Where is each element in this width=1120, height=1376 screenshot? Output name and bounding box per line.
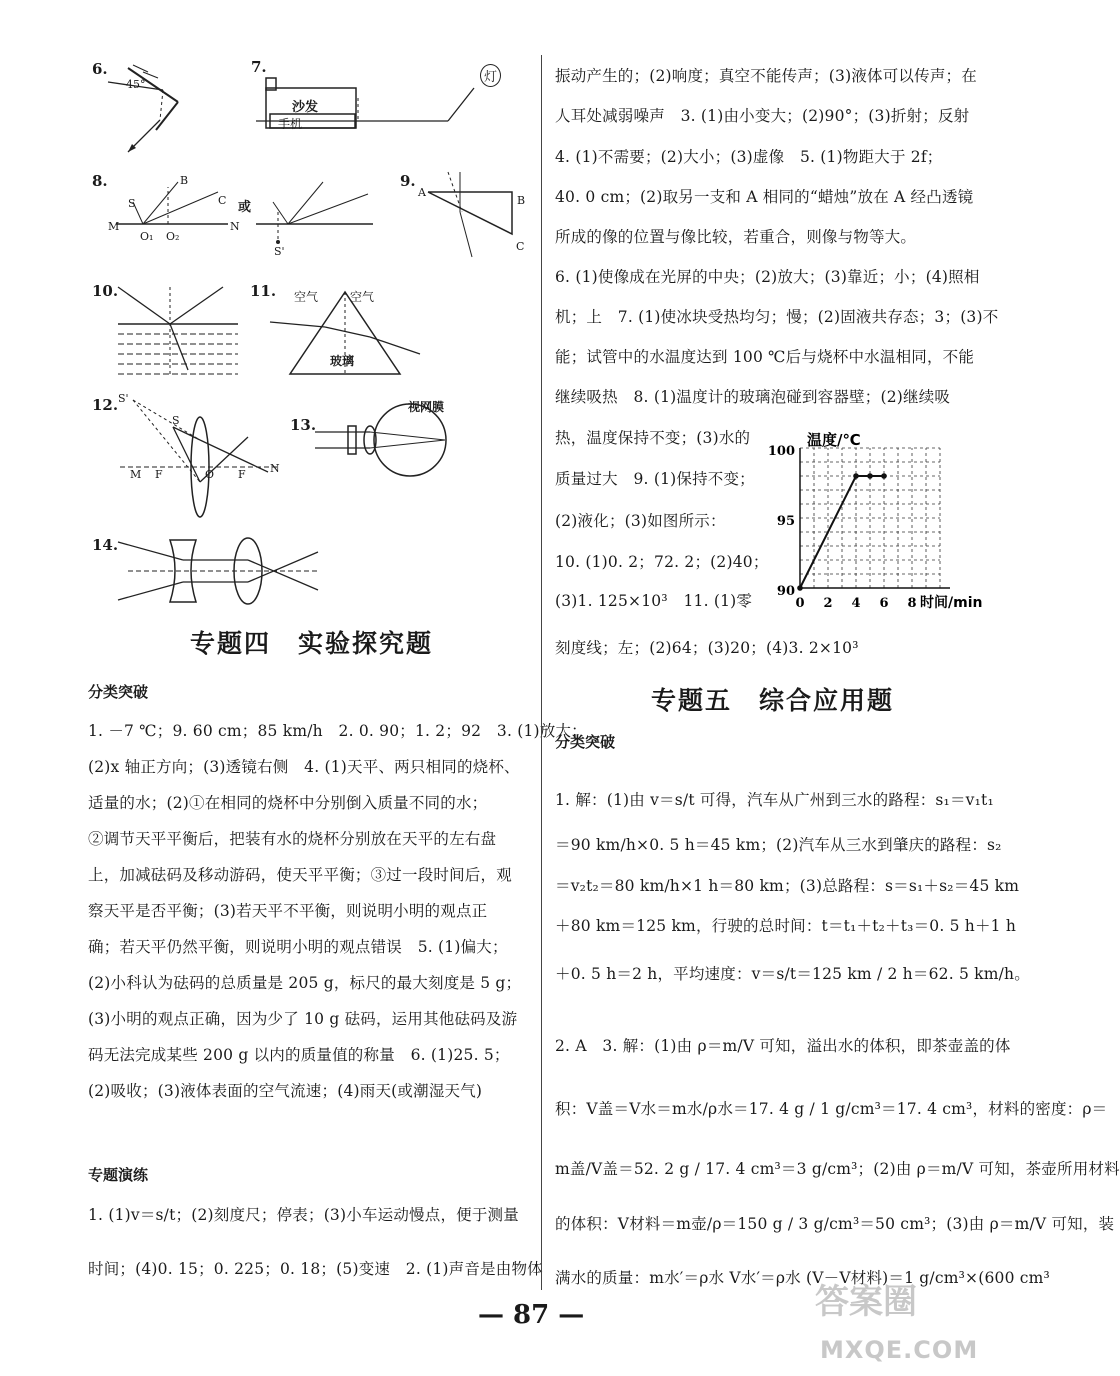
graph-xtick: 0 — [795, 596, 805, 611]
text-line: ②调节天平平衡后，把装有水的烧杯分别放在天平的左右盘 — [88, 830, 497, 848]
graph-grid — [800, 448, 940, 588]
text-line: (3)小明的观点正确，因为少了 10 g 砝码，运用其他砝码及游 — [88, 1010, 518, 1028]
text-line: 能；试管中的水温度达到 100 ℃后与烧杯中水温相同，不能 — [555, 348, 975, 366]
figure-9-diagram — [400, 172, 530, 257]
figure-6 — [88, 60, 208, 155]
figure-8 — [88, 172, 388, 262]
figure-13 — [290, 392, 520, 492]
label-o1: O₁ — [140, 230, 154, 243]
text-line: 继续吸热 8. (1)温度计的玻璃泡碰到容器壁；(2)继续吸 — [555, 388, 951, 406]
text-line: 确；若天平仍然平衡，则说明小明的观点错误 5. (1)偏大； — [88, 938, 508, 956]
retina-label: 视网膜 — [408, 400, 445, 414]
right-column — [555, 55, 1120, 1305]
figure-9 — [400, 172, 530, 257]
watermark-logo: 答案圈 — [815, 1282, 917, 1322]
figure-number: 13. — [290, 416, 317, 434]
text-line: 时间；(4)0. 15；0. 225；0. 18；(5)变速 2. (1)声音是由物体 — [88, 1260, 543, 1278]
graph-xtick: 4 — [851, 596, 861, 611]
figure-number: 14. — [92, 536, 119, 554]
text-line: (2)小科认为砝码的总质量是 205 g，标尺的最大刻度是 5 g； — [88, 974, 522, 992]
figure-12 — [88, 392, 288, 522]
figure-number: 10. — [92, 282, 119, 300]
graph-xlabel: 时间/min — [920, 595, 983, 611]
text-line: ＋80 km＝125 km，行驶的总时间：t＝t₁＋t₂＋t₃＝0. 5 h＋1 h — [555, 917, 1017, 935]
label-f1: F — [155, 468, 163, 481]
label-n: N — [270, 462, 280, 475]
air-label-2: 空气 — [350, 290, 375, 304]
figure-10 — [88, 282, 248, 382]
text-line: (3)1. 125×10³ 11. (1)零 — [555, 592, 753, 610]
text-line: 满水的质量：m水′＝ρ水 V水′＝ρ水 (V－V材料)＝1 g/cm³×(600 cm³ — [555, 1269, 1050, 1287]
subhead-practice: 专题演练 — [88, 1166, 149, 1184]
figure-7-diagram — [248, 58, 428, 153]
text-line: 热，温度保持不变；(3)水的 — [555, 429, 751, 447]
left-column — [88, 0, 587, 1300]
figure-14-diagram — [88, 532, 328, 612]
label-o: O — [205, 468, 215, 481]
graph-ytick: 90 — [776, 584, 795, 599]
text-line: 人耳处减弱噪声 3. (1)由小变大；(2)90°；(3)折射；反射 — [555, 107, 970, 125]
figure-number: 12. — [92, 396, 119, 414]
text-line: 码无法完成某些 200 g 以内的质量值的称量 6. (1)25. 5； — [88, 1046, 510, 1064]
data-point — [797, 585, 803, 591]
text-line: 4. (1)不需要；(2)大小；(3)虚像 5. (1)物距大于 2f； — [555, 148, 943, 166]
figure-number: 8. — [92, 172, 108, 190]
text-line: 上，加减砝码及移动游码，使天平平衡；③过一段时间后，观 — [88, 866, 512, 884]
label-m: M — [108, 220, 120, 233]
graph-xtick: 8 — [907, 596, 917, 611]
air-label-1: 空气 — [294, 290, 319, 304]
graph-ylabel: 温度/℃ — [807, 431, 861, 449]
text-line: 1. 解：(1)由 v＝s/t 可得，汽车从广州到三水的路程：s₁＝v₁t₁ — [555, 791, 994, 809]
section-title-5: 专题五 综合应用题 — [651, 686, 895, 715]
text-line: (2)液化；(3)如图所示： — [555, 512, 726, 530]
figure-number: 6. — [92, 60, 108, 78]
figure-13-diagram — [290, 392, 520, 492]
subhead-categorized: 分类突破 — [555, 733, 616, 751]
data-point — [881, 473, 887, 479]
sofa-label: 沙发 — [292, 100, 319, 115]
text-line: (2)x 轴正方向；(3)透镜右侧 4. (1)天平、两只相同的烧杯、 — [88, 758, 520, 776]
graph-xtick: 6 — [879, 596, 889, 611]
figure-14 — [88, 532, 328, 612]
angle-label: 45° — [126, 78, 146, 91]
text-line: 察天平是否平衡；(3)若天平不平衡，则说明小明的观点正 — [88, 902, 488, 920]
text-line: 质量过大 9. (1)保持不变； — [555, 470, 755, 488]
figure-number: 11. — [250, 282, 277, 300]
text-line: 6. (1)使像成在光屏的中央；(2)放大；(3)靠近；小；(4)照相 — [555, 268, 980, 286]
data-point — [853, 473, 859, 479]
label-b: B — [180, 174, 189, 187]
label-s-prime: S' — [118, 392, 129, 405]
label-f2: F — [238, 468, 246, 481]
figure-11 — [250, 282, 430, 382]
text-line: ＋0. 5 h＝2 h，平均速度：v＝s/t＝125 km / 2 h＝62. 5 km/h。 — [555, 965, 1030, 983]
temperature-time-graph — [765, 423, 997, 613]
text-line: 积：V盖＝V水＝m水/ρ水＝17. 4 g / 1 g/cm³＝17. 4 cm³，材料的密度：ρ＝ — [555, 1100, 1108, 1118]
subhead-categorized: 分类突破 — [88, 683, 149, 701]
text-line: 1. －7 ℃；9. 60 cm；85 km/h 2. 0. 90；1. 2；92 3. (1)放大； — [88, 722, 587, 740]
phone-label: 手机 — [278, 117, 303, 131]
page-number: — 87 — — [478, 1300, 585, 1330]
label-s-prime: S' — [274, 245, 285, 258]
text-line: 的体积：V材料＝m壶/ρ＝150 g / 3 g/cm³＝50 cm³；(3)由 ρ＝m/V 可知，装 — [555, 1215, 1115, 1233]
label-b: B — [517, 194, 526, 207]
label-a: A — [418, 186, 426, 199]
label-s: S — [172, 414, 180, 427]
label-s: S — [128, 197, 136, 210]
text-line: 2. A 3. 解：(1)由 ρ＝m/V 可知，溢出水的体积，即茶壶盖的体 — [555, 1037, 1011, 1055]
text-line: 振动产生的；(2)响度；真空不能传声；(3)液体可以传声；在 — [555, 67, 977, 85]
text-line: 40. 0 cm；(2)取另一支和 A 相同的“蜡烛”放在 A 经凸透镜 — [555, 188, 974, 206]
text-line: 10. (1)0. 2；72. 2；(2)40； — [555, 553, 769, 571]
label-o2: O₂ — [166, 230, 180, 243]
figure-8-diagram — [88, 172, 388, 262]
label-m: M — [130, 468, 142, 481]
watermark-site: MXQE.COM — [820, 1336, 979, 1364]
column-divider — [541, 55, 542, 1290]
text-line: 所成的像的位置与像比较，若重合，则像与物等大。 — [555, 228, 917, 246]
label-n: N — [230, 220, 240, 233]
lamp-label: 灯 — [480, 64, 501, 87]
data-point — [867, 473, 873, 479]
figure-number: 9. — [400, 172, 416, 190]
glass-label: 玻璃 — [330, 354, 355, 368]
label-c: C — [516, 240, 525, 253]
text-line: 刻度线；左；(2)64；(3)20；(4)3. 2×10³ — [555, 639, 859, 657]
graph-ytick: 100 — [767, 444, 795, 459]
text-line: ＝v₂t₂＝80 km/h×1 h＝80 km；(3)总路程：s＝s₁＋s₂＝45 km — [555, 877, 1020, 895]
graph-ytick: 95 — [776, 514, 795, 529]
text-line: 适量的水；(2)①在相同的烧杯中分别倒入质量不同的水； — [88, 794, 488, 812]
section-title-4: 专题四 实验探究题 — [190, 629, 434, 658]
figure-number: 7. — [251, 58, 267, 76]
text-line: 1. (1)v＝s/t；(2)刻度尺；停表；(3)小车运动慢点，便于测量 — [88, 1206, 519, 1224]
or-label: 或 — [238, 200, 252, 215]
text-line: 机；上 7. (1)使冰块受热均匀；慢；(2)固液共存态；3；(3)不 — [555, 308, 999, 326]
text-line: m盖/V盖＝52. 2 g / 17. 4 cm³＝3 g/cm³；(2)由 ρ＝m/V 可知，茶壶所用材料 — [555, 1160, 1120, 1178]
text-line: ＝90 km/h×0. 5 h＝45 km；(2)汽车从三水到肇庆的路程：s₂ — [555, 836, 1002, 854]
graph-xtick: 2 — [823, 596, 833, 611]
label-c: C — [218, 194, 227, 207]
figure-7 — [248, 58, 498, 153]
text-line: (2)吸收；(3)液体表面的空气流速；(4)雨天(或潮湿天气) — [88, 1082, 483, 1100]
